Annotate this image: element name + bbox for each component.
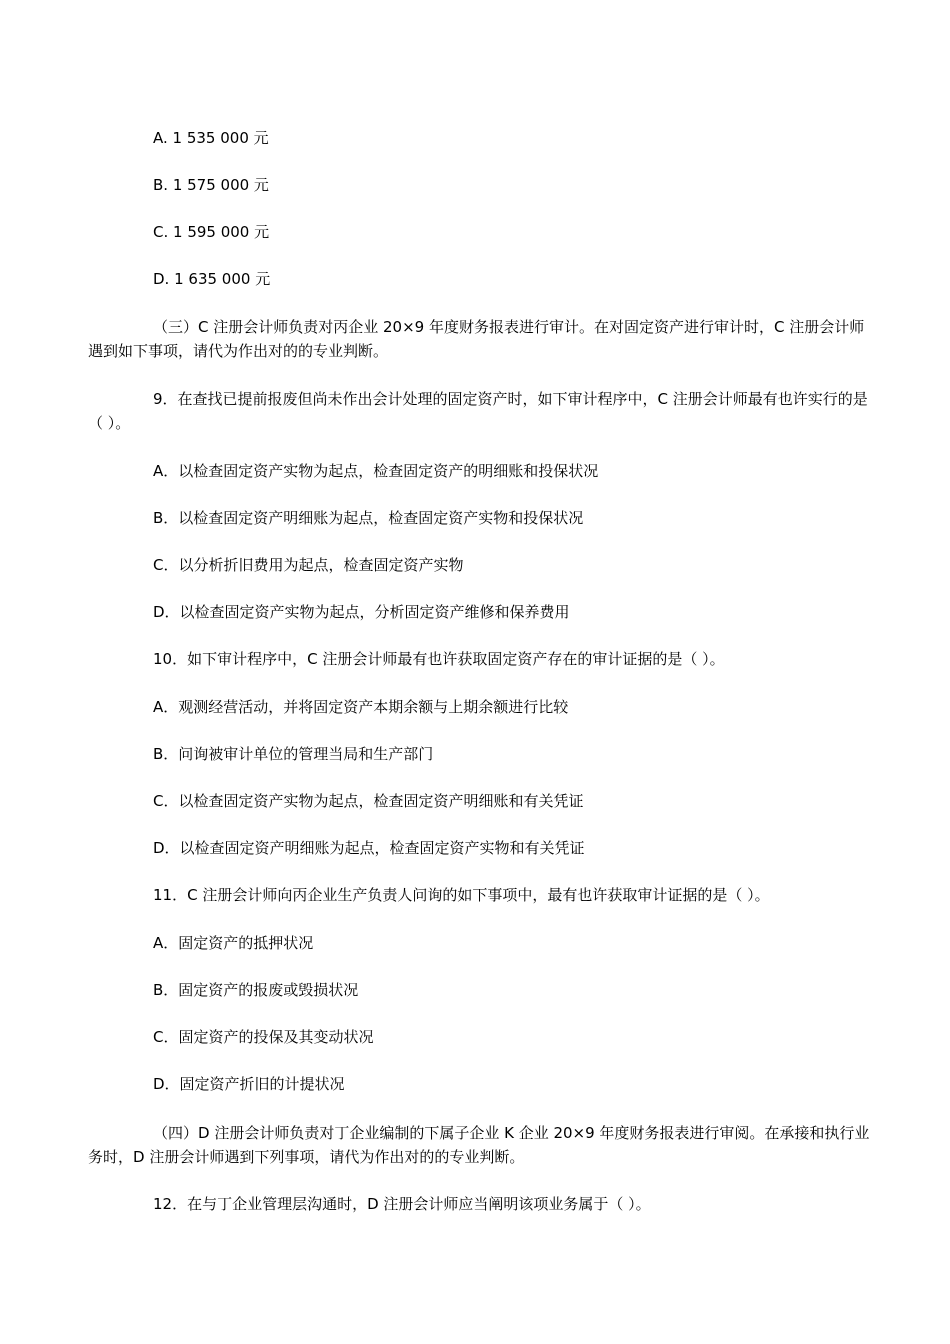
q10-option-d: D．以检查固定资产明细账为起点，检查固定资产实物和有关凭证 xyxy=(153,839,585,857)
q10-option-c: C．以检查固定资产实物为起点，检查固定资产明细账和有关凭证 xyxy=(153,792,584,810)
q9-option-d: D．以检查固定资产实物为起点，分析固定资产维修和保养费用 xyxy=(153,603,570,621)
question-10: 10．如下审计程序中，C 注册会计师最有也许获取固定资产存在的审计证据的是（ ）。 xyxy=(153,650,725,668)
q10-option-b: B．问询被审计单位的管理当局和生产部门 xyxy=(153,745,434,763)
question-9: 9．在查找已提前报废但尚未作出会计处理的固定资产时，如下审计程序中，C 注册会计师最有也许实行的是（ ）。 xyxy=(88,390,868,432)
option-c: C. 1 595 000 元 xyxy=(153,223,270,241)
q9-option-c: C．以分析折旧费用为起点，检查固定资产实物 xyxy=(153,556,464,574)
section-4-intro: （四）D 注册会计师负责对丁企业编制的下属子企业 K 企业 20×9 年度财务报表进行审阅。在承接和执行业务时，D 注册会计师遇到下列事项，请代为作出对的的专业判断。 xyxy=(88,1124,870,1166)
q10-option-a: A．观测经营活动，并将固定资产本期余额与上期余额进行比较 xyxy=(153,698,569,716)
option-b: B. 1 575 000 元 xyxy=(153,176,269,194)
section-3-intro: （三）C 注册会计师负责对丙企业 20×9 年度财务报表进行审计。在对固定资产进行审计时，C 注册会计师遇到如下事项，请代为作出对的的专业判断。 xyxy=(88,318,865,360)
q11-option-d: D．固定资产折旧的计提状况 xyxy=(153,1075,345,1093)
question-12: 12．在与丁企业管理层沟通时，D 注册会计师应当阐明该项业务属于（ ）。 xyxy=(153,1195,651,1213)
q11-option-b: B．固定资产的报废或毁损状况 xyxy=(153,981,359,999)
question-11: 11．C 注册会计师向丙企业生产负责人问询的如下事项中，最有也许获取审计证据的是（ ）。 xyxy=(153,886,770,904)
q9-option-b: B．以检查固定资产明细账为起点，检查固定资产实物和投保状况 xyxy=(153,509,584,527)
q11-option-a: A．固定资产的抵押状况 xyxy=(153,934,314,952)
q9-option-a: A．以检查固定资产实物为起点，检查固定资产的明细账和投保状况 xyxy=(153,462,599,480)
option-a: A. 1 535 000 元 xyxy=(153,129,269,147)
q11-option-c: C．固定资产的投保及其变动状况 xyxy=(153,1028,374,1046)
option-d: D. 1 635 000 元 xyxy=(153,270,271,288)
